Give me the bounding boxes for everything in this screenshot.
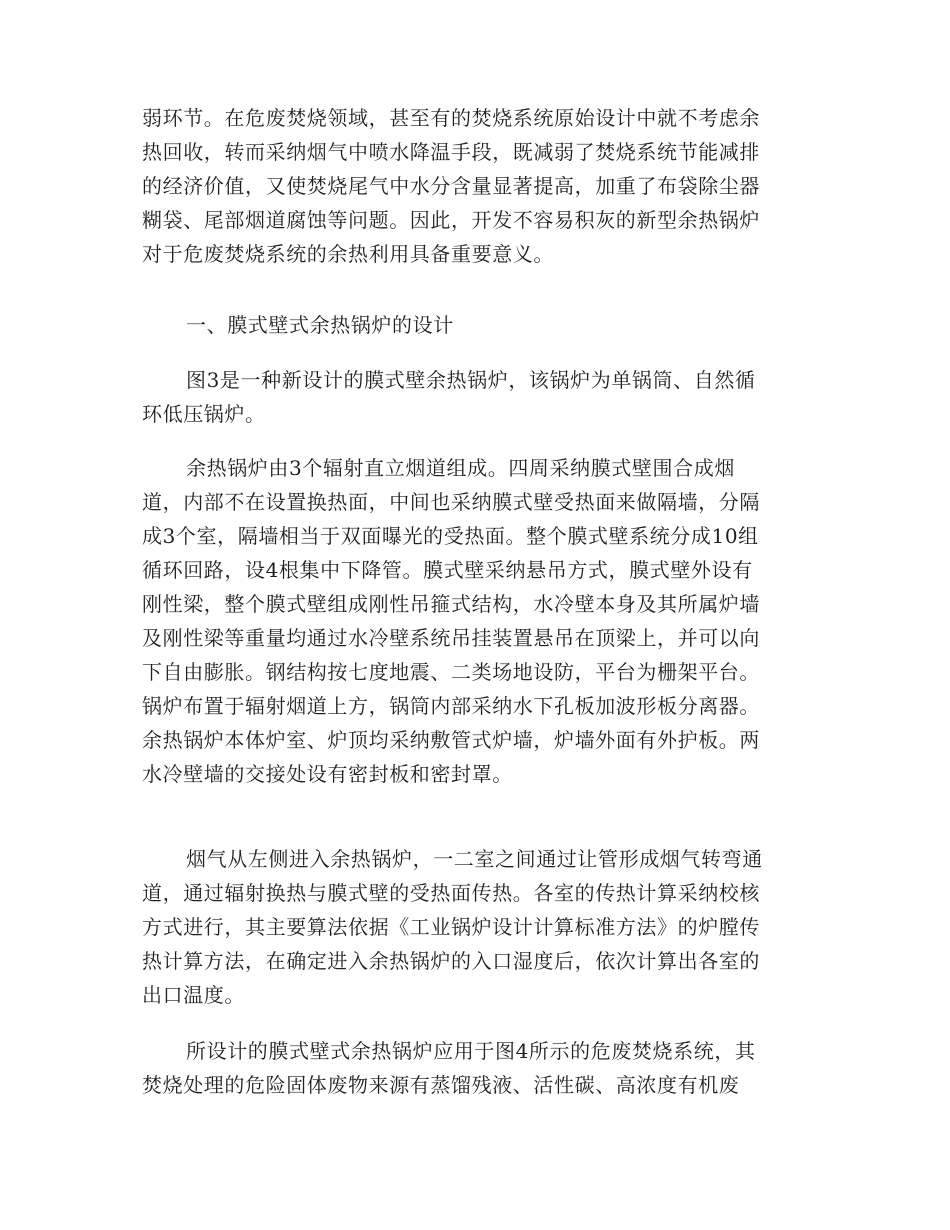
text-line: 水冷壁墙的交接处设有密封板和密封罩。 [142,762,513,786]
text-line: 余热锅炉本体炉室、炉顶均采纳敷管式炉墙，炉墙外面有外护板。两 [142,728,760,752]
text-line: 热计算方法，在确定进入余热锅炉的入口湿度后，依次计算出各室的 [142,949,760,973]
text-line: 循环回路，设4根集中下降管。膜式壁采纳悬吊方式，膜式壁外设有 [142,558,753,582]
text-line: 弱环节。在危废焚烧领域，甚至有的焚烧系统原始设计中就不考虑余 [142,106,760,130]
text-line: 及刚性梁等重量均通过水冷壁系统吊挂装置悬吊在顶梁上，并可以向 [142,626,760,650]
section-heading-text: 一、膜式壁式余热锅炉的设计 [186,313,454,337]
section-heading [142,308,807,342]
paragraph-1 [142,101,807,271]
paragraph-4 [142,842,807,1012]
paragraph-2 [142,363,807,431]
text-line: 热回收，转而采纳烟气中喷水降温手段，既减弱了焚烧系统节能减排 [142,140,760,164]
text-line: 环低压锅炉。 [142,402,266,426]
text-line: 锅炉布置于辐射烟道上方，锅筒内部采纳水下孔板加波形板分离器。 [142,694,760,718]
paragraph-5 [142,1034,807,1102]
text-line: 的经济价值，又使焚烧尾气中水分含量显著提高，加重了布袋除尘器 [142,174,760,198]
text-line: 道，通过辐射换热与膜式壁的受热面传热。各室的传热计算采纳校核 [142,881,760,905]
text-line: 烟气从左侧进入余热锅炉，一二室之间通过让管形成烟气转弯通 [186,847,763,871]
text-line: 道，内部不在设置换热面，中间也采纳膜式壁受热面来做隔墙，分隔 [142,490,760,514]
text-line: 方式进行，其主要算法依据《工业锅炉设计计算标准方法》的炉膛传 [142,915,760,939]
text-line: 下自由膨胀。钢结构按七度地震、二类场地设防，平台为栅架平台。 [142,660,760,684]
paragraph-3 [142,451,807,791]
text-line: 对于危废焚烧系统的余热利用具备重要意义。 [142,242,554,266]
text-line: 成3个室，隔墙相当于双面曝光的受热面。整个膜式壁系统分成10组 [142,524,759,548]
text-line: 图3是一种新设计的膜式壁余热锅炉，该锅炉为单锅筒、自然循 [186,368,756,392]
text-line: 出口温度。 [142,983,245,1007]
text-line: 余热锅炉由3个辐射直立烟道组成。四周采纳膜式壁围合成烟 [186,456,735,480]
text-line: 焚烧处理的危险固体废物来源有蒸馏残液、活性碳、高浓度有机废 [142,1073,740,1097]
text-line: 糊袋、尾部烟道腐蚀等问题。因此，开发不容易积灰的新型余热锅炉 [142,208,760,232]
text-line: 所设计的膜式壁式余热锅炉应用于图4所示的危废焚烧系统，其 [186,1039,756,1063]
text-line: 刚性梁，整个膜式壁组成刚性吊箍式结构，水冷壁本身及其所属炉墙 [142,592,760,616]
